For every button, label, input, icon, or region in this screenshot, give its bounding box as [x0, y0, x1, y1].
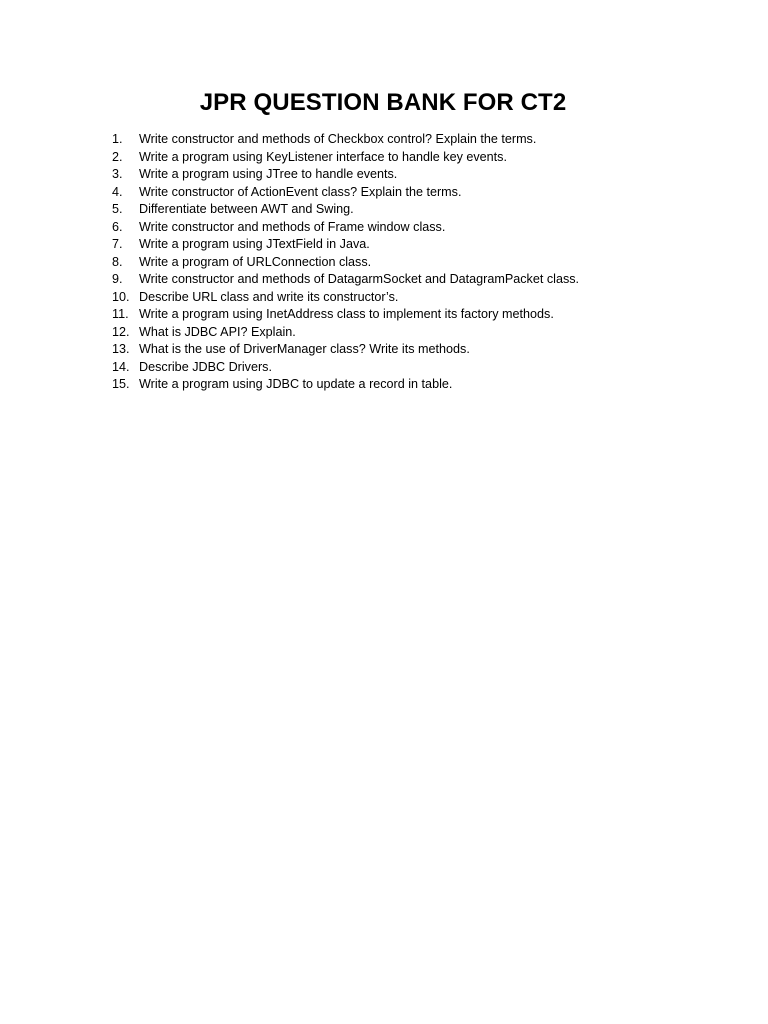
question-number: 6. — [112, 219, 123, 234]
list-item — [112, 254, 579, 272]
question-number: 14. — [112, 359, 130, 374]
list-item — [112, 376, 579, 394]
question-number: 12. — [112, 324, 130, 339]
list-item — [112, 324, 579, 342]
list-item — [112, 219, 579, 237]
question-number: 13. — [112, 342, 130, 356]
question-text: What is the use of DriverManager class? Write its methods. — [139, 342, 470, 356]
question-number: 1. — [112, 132, 123, 146]
question-text: Write a program using InetAddress class to implement its factory methods. — [139, 307, 554, 321]
question-text: Describe URL class and write its constructor’s. — [139, 289, 399, 304]
question-number: 7. — [112, 237, 123, 251]
list-item — [112, 306, 579, 324]
list-item — [112, 341, 579, 359]
question-number: 4. — [112, 184, 123, 199]
list-item — [112, 149, 579, 167]
list-item — [112, 271, 579, 289]
question-number: 11. — [112, 307, 129, 321]
question-text: Write a program using JTree to handle events. — [139, 167, 398, 181]
list-item — [112, 236, 579, 254]
document-title: JPR QUESTION BANK FOR CT2 — [199, 89, 567, 116]
question-number: 2. — [112, 149, 123, 164]
question-text: Write constructor and methods of DatagarmSocket and DatagramPacket class. — [139, 272, 580, 286]
question-text: What is JDBC API? Explain. — [139, 324, 296, 339]
question-number: 8. — [112, 254, 123, 269]
question-number: 3. — [112, 167, 123, 181]
list-item — [112, 201, 579, 219]
question-text: Write constructor of ActionEvent class? Explain the terms. — [139, 184, 462, 199]
question-number: 10. — [112, 289, 130, 304]
question-text: Write constructor and methods of Checkbox control? Explain the terms. — [139, 132, 537, 146]
list-item — [112, 289, 579, 307]
question-number: 5. — [112, 202, 123, 216]
question-number: 9. — [112, 272, 123, 286]
question-number: 15. — [112, 377, 130, 391]
question-text: Differentiate between AWT and Swing. — [139, 202, 354, 216]
list-item — [112, 166, 579, 184]
list-item — [112, 131, 579, 149]
list-item — [112, 184, 579, 202]
question-text: Write a program using JDBC to update a record in table. — [139, 377, 453, 391]
list-item — [112, 359, 579, 377]
question-text: Write constructor and methods of Frame window class. — [139, 219, 446, 234]
question-text: Describe JDBC Drivers. — [139, 359, 272, 374]
question-list — [112, 131, 579, 394]
question-text: Write a program using KeyListener interface to handle key events. — [139, 149, 507, 164]
question-text: Write a program using JTextField in Java. — [139, 237, 370, 251]
question-text: Write a program of URLConnection class. — [139, 254, 372, 269]
